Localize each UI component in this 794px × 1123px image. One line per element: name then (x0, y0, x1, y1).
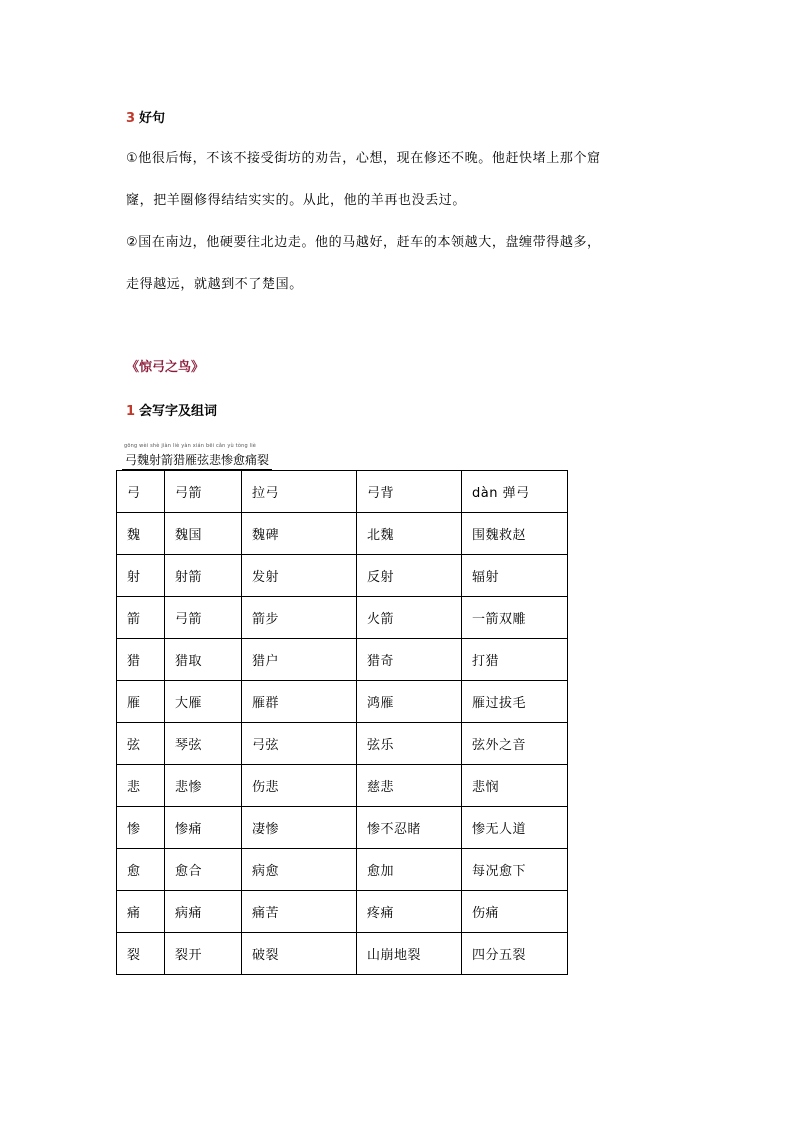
word-cell: 凄惨 (242, 807, 357, 849)
word-cell: 破裂 (242, 933, 357, 975)
word-cell: 痛苦 (242, 891, 357, 933)
characters-line: 弓魏射箭猎雁弦悲惨愈痛裂 (122, 451, 272, 470)
sentence-2-line-1: ②国在南边，他硬要往北边走。他的马越好，赶车的本领越大，盘缠带得越多， (126, 235, 601, 250)
word-cell: 反射 (357, 555, 462, 597)
word-cell: 北魏 (357, 513, 462, 555)
table-row (117, 555, 568, 597)
sentence-2-line-2: 走得越远，就越到不了楚国。 (126, 277, 303, 292)
character-cell: 箭 (117, 597, 165, 639)
word-cell: dàn 弹弓 (462, 471, 568, 513)
word-cell: 打猎 (462, 639, 568, 681)
table-row (117, 933, 568, 975)
section-title: 好句 (139, 111, 166, 126)
sentence-1-line-2: 窿，把羊圈修得结结实实的。从此，他的羊再也没丢过。 (126, 193, 467, 208)
section-title: 会写字及组词 (139, 404, 218, 419)
word-cell: 猎户 (242, 639, 357, 681)
sentence-1-line-1: ①他很后悔，不该不接受街坊的劝告，心想，现在修还不晚。他赶快堵上那个窟 (126, 151, 601, 166)
table-row (117, 681, 568, 723)
word-cell: 辐射 (462, 555, 568, 597)
table-row (117, 597, 568, 639)
word-cell: 弓箭 (165, 597, 242, 639)
word-cell: 悲悯 (462, 765, 568, 807)
word-cell: 弓箭 (165, 471, 242, 513)
word-cell: 猎奇 (357, 639, 462, 681)
lesson-title: 《惊弓之鸟》 (126, 360, 205, 375)
word-cell: 大雁 (165, 681, 242, 723)
character-cell: 痛 (117, 891, 165, 933)
word-cell: 疼痛 (357, 891, 462, 933)
word-cell: 弓背 (357, 471, 462, 513)
section-number: 3 (126, 111, 136, 126)
word-cell: 每况愈下 (462, 849, 568, 891)
word-cell: 魏国 (165, 513, 242, 555)
character-cell: 射 (117, 555, 165, 597)
table-row (117, 849, 568, 891)
section-1-heading (126, 400, 217, 419)
word-cell: 射箭 (165, 555, 242, 597)
word-cell: 山崩地裂 (357, 933, 462, 975)
character-cell: 魏 (117, 513, 165, 555)
character-cell: 猎 (117, 639, 165, 681)
table-row (117, 891, 568, 933)
section-number: 1 (126, 404, 136, 419)
word-cell: 愈合 (165, 849, 242, 891)
character-cell: 惨 (117, 807, 165, 849)
word-cell: 惨不忍睹 (357, 807, 462, 849)
word-cell: 惨无人道 (462, 807, 568, 849)
section-3-heading (126, 107, 165, 126)
word-cell: 一箭双雕 (462, 597, 568, 639)
word-cell: 慈悲 (357, 765, 462, 807)
character-cell: 弓 (117, 471, 165, 513)
word-cell: 裂开 (165, 933, 242, 975)
character-cell: 弦 (117, 723, 165, 765)
word-cell: 箭步 (242, 597, 357, 639)
word-cell: 发射 (242, 555, 357, 597)
word-cell: 惨痛 (165, 807, 242, 849)
word-cell: 伤痛 (462, 891, 568, 933)
word-cell: 四分五裂 (462, 933, 568, 975)
table-row (117, 471, 568, 513)
word-cell: 雁群 (242, 681, 357, 723)
pinyin-line: gōng wèi shè jiàn liè yàn xián bēi cǎn yù tòng liè (124, 443, 257, 449)
word-cell: 雁过拔毛 (462, 681, 568, 723)
word-cell: 围魏救赵 (462, 513, 568, 555)
word-cell: 病愈 (242, 849, 357, 891)
word-cell: 弦外之音 (462, 723, 568, 765)
word-cell: 鸿雁 (357, 681, 462, 723)
word-cell: 弦乐 (357, 723, 462, 765)
character-cell: 悲 (117, 765, 165, 807)
word-cell: 病痛 (165, 891, 242, 933)
word-cell: 伤悲 (242, 765, 357, 807)
word-cell: 琴弦 (165, 723, 242, 765)
word-table (116, 470, 568, 975)
table-row (117, 513, 568, 555)
table-row (117, 639, 568, 681)
word-cell: 悲惨 (165, 765, 242, 807)
table-row (117, 807, 568, 849)
table-row (117, 723, 568, 765)
word-cell: 弓弦 (242, 723, 357, 765)
word-cell: 拉弓 (242, 471, 357, 513)
character-cell: 雁 (117, 681, 165, 723)
table-row (117, 765, 568, 807)
word-cell: 愈加 (357, 849, 462, 891)
character-cell: 愈 (117, 849, 165, 891)
word-cell: 猎取 (165, 639, 242, 681)
word-cell: 火箭 (357, 597, 462, 639)
word-cell: 魏碑 (242, 513, 357, 555)
character-cell: 裂 (117, 933, 165, 975)
